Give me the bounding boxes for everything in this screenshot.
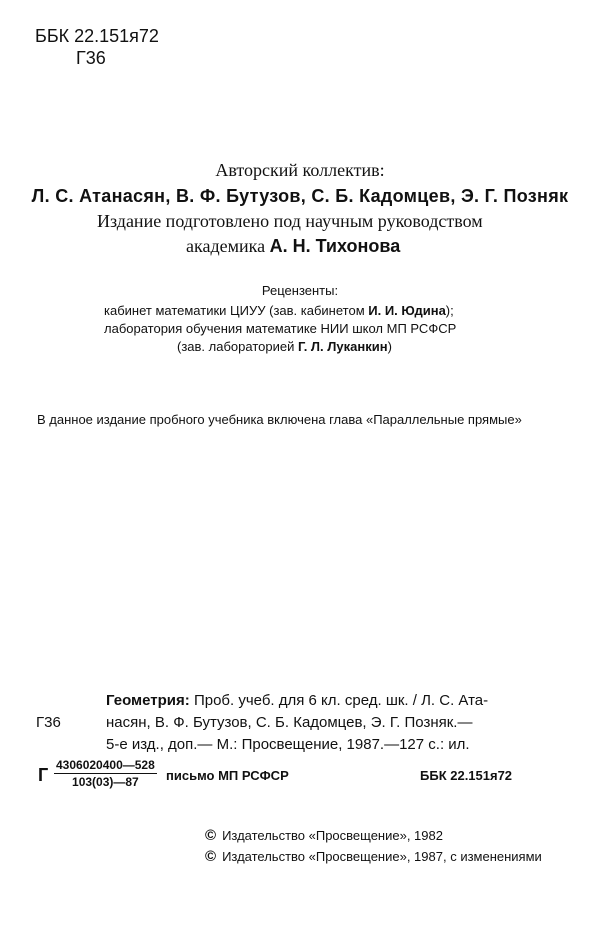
copyright-line-1 bbox=[205, 827, 443, 844]
index-letter: Г bbox=[38, 765, 49, 785]
bbk-code-bottom: ББК 22.151я72 bbox=[420, 768, 513, 783]
copyright-text-1: Издательство «Просвещение», 1982 bbox=[222, 828, 443, 843]
reviewer-line-1 bbox=[104, 303, 454, 318]
academic-name: А. Н. Тихонова bbox=[269, 236, 401, 256]
copyright-line-2 bbox=[205, 848, 542, 865]
author-mark: Г36 bbox=[76, 48, 106, 68]
catalog-line-2: насян, В. Ф. Бутузов, С. Б. Кадомцев, Э. Г. Позняк.— bbox=[106, 714, 473, 731]
reviewer-1-name: И. И. Юдина bbox=[368, 303, 446, 318]
index-fraction bbox=[54, 758, 157, 789]
reviewer-line-2: лаборатория обучения математике НИИ школ МП РСФСР bbox=[104, 321, 457, 336]
edition-notice: В данное издание пробного учебника включена глава «Параллельные прямые» bbox=[37, 412, 522, 427]
reviewers-heading: Рецензенты: bbox=[261, 283, 339, 298]
academic-prefix: академика bbox=[186, 236, 266, 256]
catalog-title: Геометрия: bbox=[106, 692, 190, 709]
authors-heading: Авторский коллектив: bbox=[215, 160, 385, 180]
reviewer-3-text: (зав. лабораторией bbox=[177, 339, 298, 354]
index-numerator: 4306020400—528 bbox=[56, 758, 155, 772]
copyright-icon: © bbox=[205, 848, 217, 865]
copyright-text-2: Издательство «Просвещение», 1987, с изменениями bbox=[222, 849, 542, 864]
catalog-code: Г36 bbox=[36, 714, 61, 731]
reviewer-1-text: кабинет математики ЦИУУ (зав. кабинетом bbox=[104, 303, 369, 318]
catalog-line-3: 5-е изд., доп.— М.: Просвещение, 1987.—127 с.: ил. bbox=[106, 736, 470, 753]
reviewer-line-3 bbox=[177, 339, 392, 354]
catalog-line-1 bbox=[106, 692, 488, 709]
index-denominator: 103(03)—87 bbox=[72, 775, 139, 789]
permission-letter: письмо МП РСФСР bbox=[166, 768, 289, 783]
bbk-code: ББК 22.151я72 bbox=[35, 26, 159, 46]
reviewer-3-name: Г. Л. Луканкин bbox=[297, 339, 388, 354]
reviewer-3-end: ) bbox=[387, 339, 392, 354]
academic-line bbox=[186, 236, 400, 257]
authors-names: Л. С. Атанасян, В. Ф. Бутузов, С. Б. Кадомцев, Э. Г. Позняк bbox=[31, 186, 569, 206]
catalog-line-1-rest: Проб. учеб. для 6 кл. сред. шк. / Л. С. Ата- bbox=[189, 692, 489, 709]
reviewer-1-end: ); bbox=[445, 303, 454, 318]
copyright-icon: © bbox=[205, 827, 217, 844]
edition-note: Издание подготовлено под научным руководством bbox=[97, 211, 483, 231]
